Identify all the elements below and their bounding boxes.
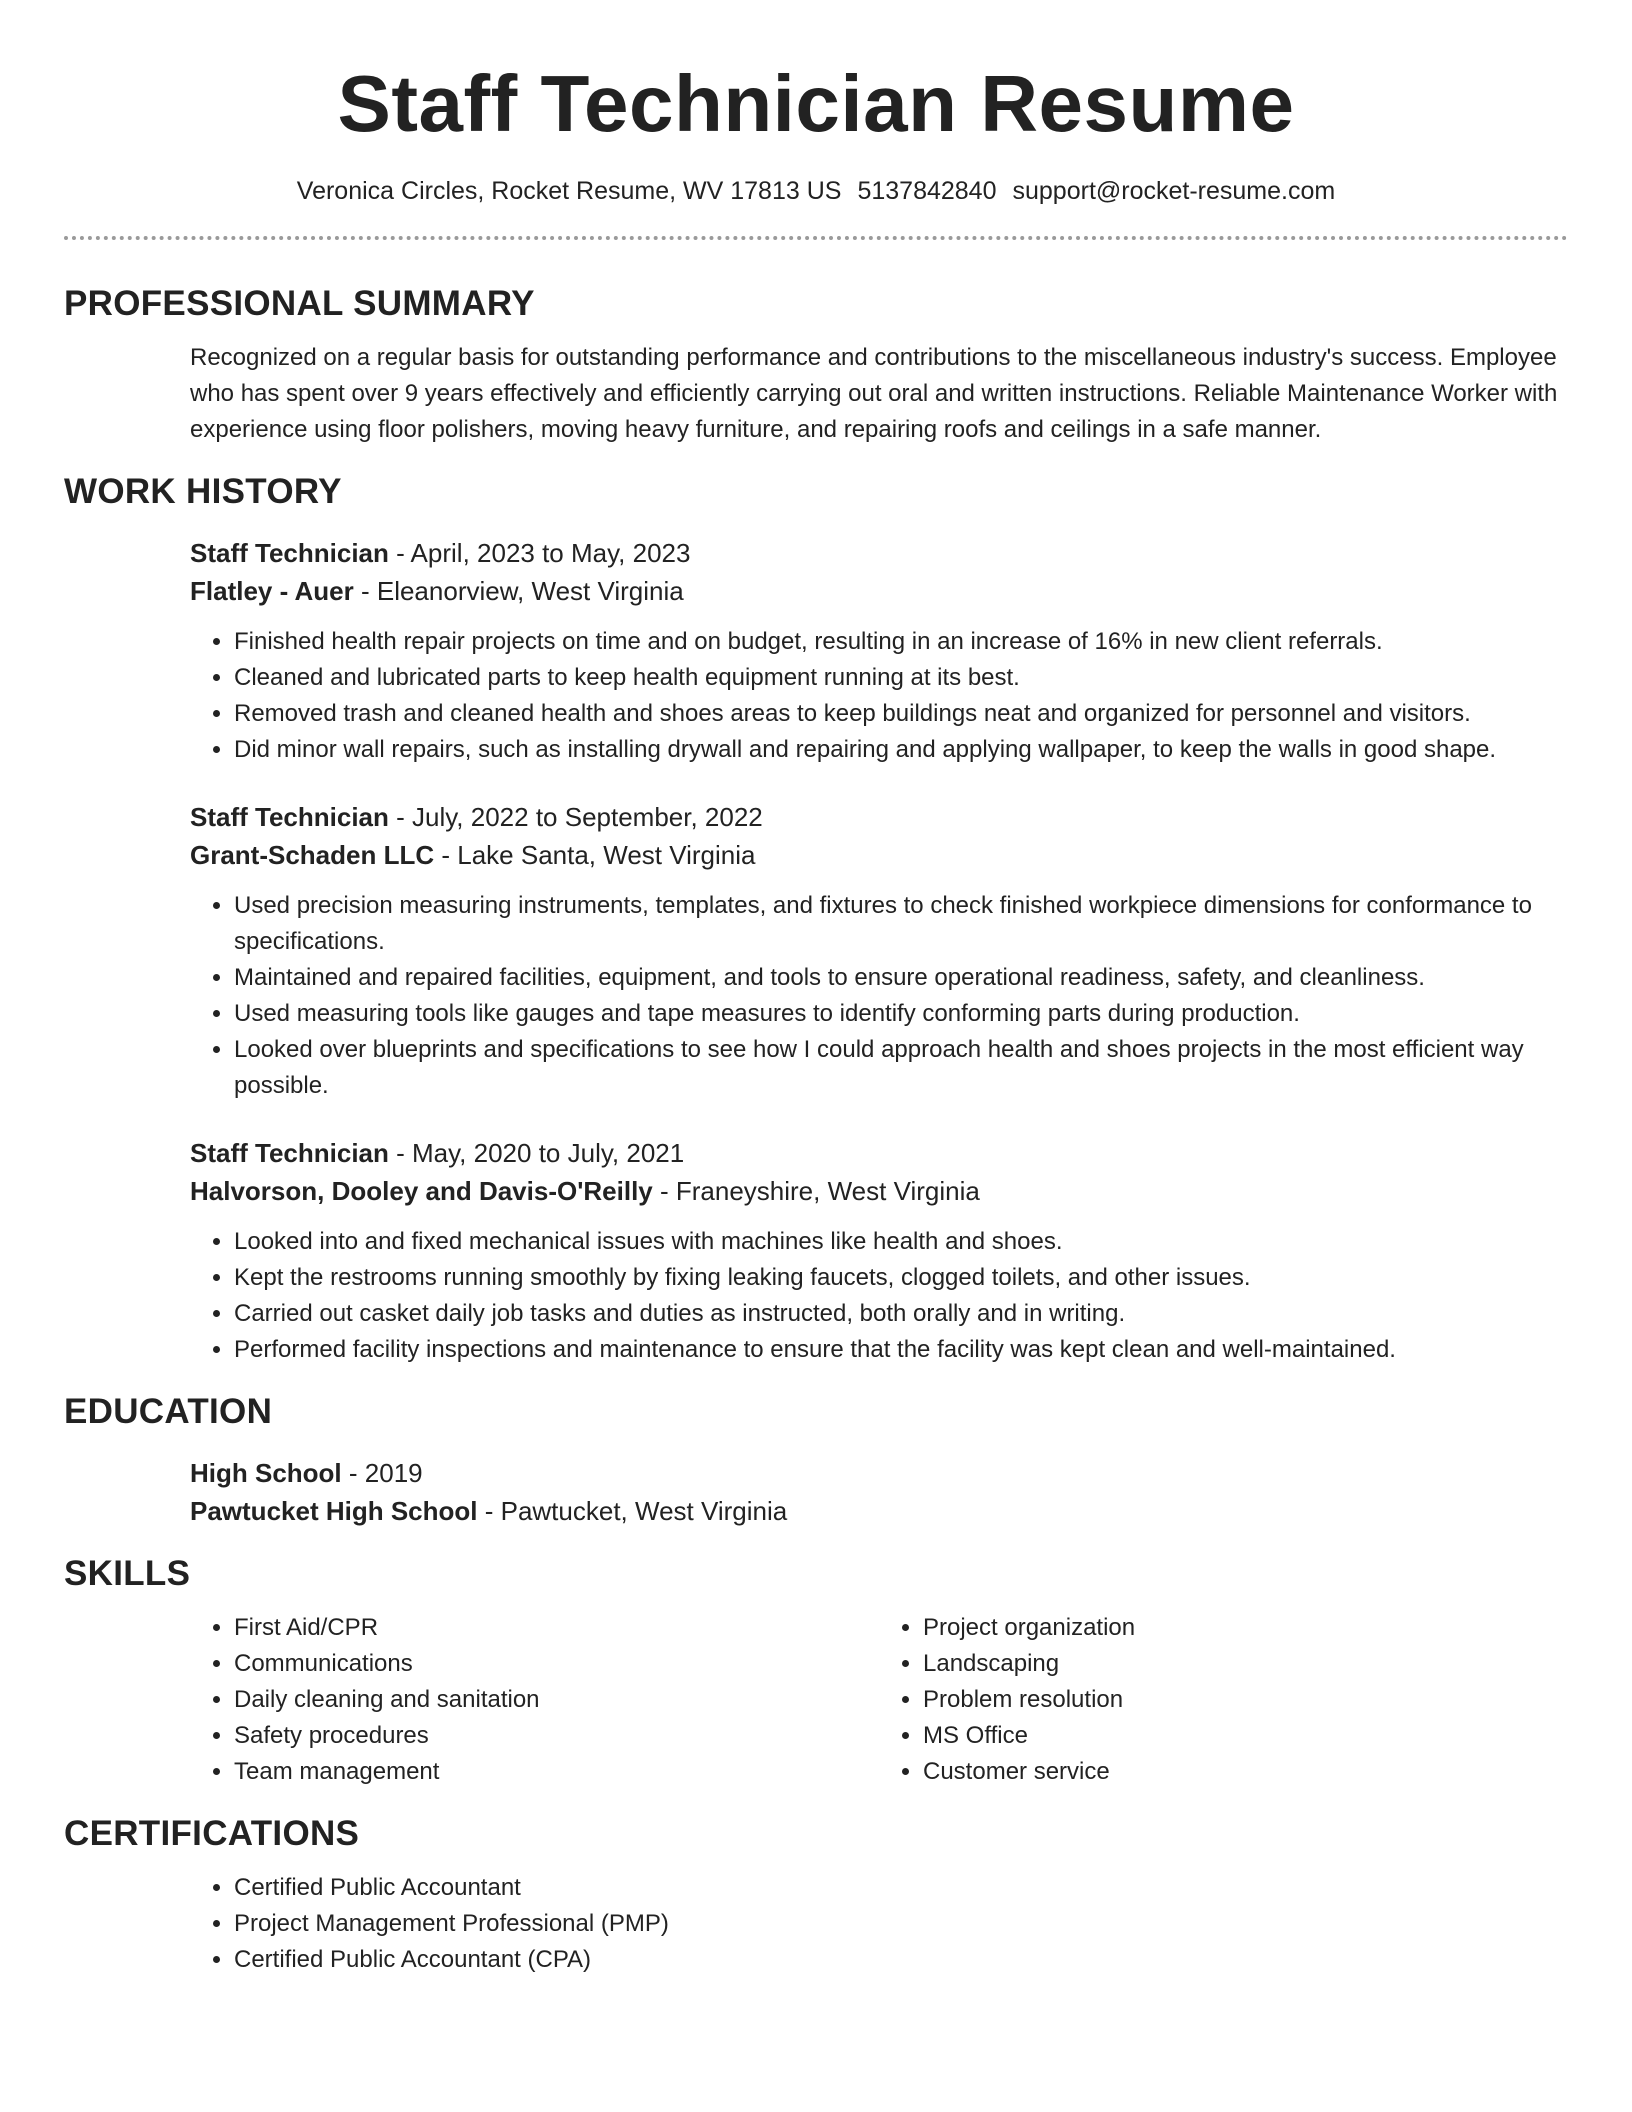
skills-grid — [190, 1610, 1568, 1790]
job-entry — [190, 798, 1568, 1104]
education-entry — [190, 1454, 1568, 1530]
job-bullet: • Did minor wall repairs, such as installing drywall and repairing and applying wallpaper, to keep the walls in good shape. — [234, 732, 1568, 768]
job-bullet: • Kept the restrooms running smoothly by fixing leaking faucets, clogged toilets, and other issues. — [234, 1260, 1568, 1296]
certification-item: • Certified Public Accountant — [234, 1870, 1568, 1906]
skill-item: • First Aid/CPR — [234, 1610, 879, 1646]
education-school: Pawtucket High School — [190, 1496, 478, 1526]
skill-item: • Team management — [234, 1754, 879, 1790]
job-company: Flatley - Auer — [190, 576, 354, 606]
certifications-list — [190, 1870, 1568, 1978]
education-degree: High School — [190, 1458, 342, 1488]
job-bullet: • Finished health repair projects on time and on budget, resulting in an increase of 16% in new client referrals. — [234, 624, 1568, 660]
skill-item: • Project organization — [923, 1610, 1568, 1646]
skill-item: • MS Office — [923, 1718, 1568, 1754]
job-location: - Eleanorview, West Virginia — [353, 576, 684, 606]
job-title-line — [190, 534, 1568, 572]
skills-list-right — [879, 1610, 1568, 1790]
education-year: - 2019 — [341, 1458, 423, 1488]
job-company-line — [190, 572, 1568, 610]
skills-heading: SKILLS — [64, 1554, 191, 1593]
job-bullet: • Performed facility inspections and maintenance to ensure that the facility was kept clean and well-maintained. — [234, 1332, 1568, 1368]
job-entry — [190, 534, 1568, 768]
job-title-line — [190, 1134, 1568, 1172]
job-bullets — [190, 624, 1568, 768]
job-location: - Franeyshire, West Virginia — [652, 1176, 980, 1206]
job-bullet: • Carried out casket daily job tasks and duties as instructed, both orally and in writing. — [234, 1296, 1568, 1332]
skill-item: • Communications — [234, 1646, 879, 1682]
certifications-block — [190, 1870, 1568, 1978]
education-heading: EDUCATION — [64, 1392, 273, 1431]
education-school-line — [190, 1492, 1568, 1530]
resume-page — [64, 0, 1568, 1978]
education-degree-line — [190, 1454, 1568, 1492]
job-dates: - July, 2022 to September, 2022 — [388, 802, 763, 832]
job-company: Halvorson, Dooley and Davis-O'Reilly — [190, 1176, 653, 1206]
skill-item: • Daily cleaning and sanitation — [234, 1682, 879, 1718]
job-title-line — [190, 798, 1568, 836]
job-bullet: • Cleaned and lubricated parts to keep health equipment running at its best. — [234, 660, 1568, 696]
certifications-heading: CERTIFICATIONS — [64, 1814, 360, 1853]
work-history-heading: WORK HISTORY — [64, 472, 342, 511]
job-role: Staff Technician — [190, 1138, 389, 1168]
contact-phone: 5137842840 — [857, 177, 997, 205]
job-role: Staff Technician — [190, 802, 389, 832]
job-bullets — [190, 888, 1568, 1104]
contact-address: Veronica Circles, Rocket Resume, WV 17813 US — [296, 177, 842, 205]
skills-list-left — [190, 1610, 879, 1790]
header-divider — [64, 236, 1568, 240]
job-dates: - April, 2023 to May, 2023 — [388, 538, 691, 568]
job-company-line — [190, 836, 1568, 874]
education-location: - Pawtucket, West Virginia — [477, 1496, 788, 1526]
job-bullet: • Looked into and fixed mechanical issues with machines like health and shoes. — [234, 1224, 1568, 1260]
job-bullet: • Used measuring tools like gauges and tape measures to identify conforming parts during production. — [234, 996, 1568, 1032]
job-company-line — [190, 1172, 1568, 1210]
skill-item: • Landscaping — [923, 1646, 1568, 1682]
certification-item: • Project Management Professional (PMP) — [234, 1906, 1568, 1942]
skill-item: • Customer service — [923, 1754, 1568, 1790]
job-company: Grant-Schaden LLC — [190, 840, 435, 870]
job-entry — [190, 1134, 1568, 1368]
job-bullet: • Used precision measuring instruments, templates, and fixtures to check finished workpiece dimensions for conformance to specifications. — [234, 888, 1568, 960]
job-bullet: • Looked over blueprints and specifications to see how I could approach health and shoes projects in the most efficient way possible. — [234, 1032, 1568, 1104]
job-bullets — [190, 1224, 1568, 1368]
summary-heading: PROFESSIONAL SUMMARY — [64, 284, 535, 323]
job-role: Staff Technician — [190, 538, 389, 568]
contact-line — [64, 174, 1568, 208]
job-bullet: • Removed trash and cleaned health and shoes areas to keep buildings neat and organized for personnel and visitors. — [234, 696, 1568, 732]
contact-email: support@rocket-resume.com — [1012, 177, 1336, 205]
job-dates: - May, 2020 to July, 2021 — [388, 1138, 685, 1168]
summary-text: Recognized on a regular basis for outstanding performance and contributions to the miscellaneous industry's success. Employee who has spent over 9 years effectively and efficiently carrying out oral and written instructions. Reliable Maintenance Worker with experience using floor polishers, moving heavy furniture, and repairing roofs and ceilings in a safe manner. — [190, 344, 1558, 443]
skill-item: • Safety procedures — [234, 1718, 879, 1754]
job-location: - Lake Santa, West Virginia — [434, 840, 756, 870]
resume-title: Staff Technician Resume — [337, 59, 1295, 148]
certification-item: • Certified Public Accountant (CPA) — [234, 1942, 1568, 1978]
job-bullet: • Maintained and repaired facilities, equipment, and tools to ensure operational readiness, safety, and cleanliness. — [234, 960, 1568, 996]
skill-item: • Problem resolution — [923, 1682, 1568, 1718]
